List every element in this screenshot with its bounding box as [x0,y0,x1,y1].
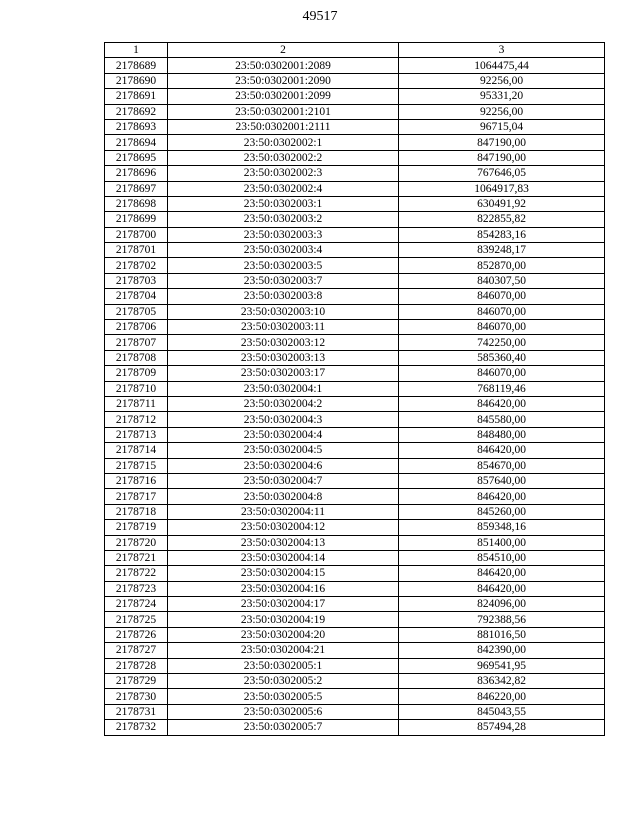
cadastral-number-cell: 23:50:0302004:21 [168,643,399,658]
cadastral-number-cell: 23:50:0302004:4 [168,427,399,442]
table-row [105,535,605,550]
row-number-cell: 2178696 [105,166,168,181]
table-row [105,304,605,319]
table-row [105,674,605,689]
column-header-1: 1 [105,43,168,58]
table-row [105,381,605,396]
cadastral-number-cell: 23:50:0302004:12 [168,520,399,535]
table-row [105,566,605,581]
cadastral-number-cell: 23:50:0302005:5 [168,689,399,704]
value-cell: 822855,82 [399,212,605,227]
table-row [105,627,605,642]
cadastral-number-cell: 23:50:0302001:2090 [168,73,399,88]
row-number-cell: 2178691 [105,89,168,104]
value-cell: 854510,00 [399,550,605,565]
table-row [105,427,605,442]
table-row [105,104,605,119]
row-number-cell: 2178715 [105,458,168,473]
cadastral-number-cell: 23:50:0302003:17 [168,366,399,381]
value-cell: 585360,40 [399,350,605,365]
table-row [105,581,605,596]
row-number-cell: 2178720 [105,535,168,550]
row-number-cell: 2178724 [105,597,168,612]
table-row [105,473,605,488]
row-number-cell: 2178711 [105,396,168,411]
table-row [105,150,605,165]
value-cell: 846420,00 [399,581,605,596]
table-row [105,227,605,242]
cadastral-number-cell: 23:50:0302004:6 [168,458,399,473]
value-cell: 847190,00 [399,135,605,150]
table-row [105,520,605,535]
cadastral-number-cell: 23:50:0302003:8 [168,289,399,304]
cadastral-number-cell: 23:50:0302003:5 [168,258,399,273]
table-row [105,58,605,73]
table-row [105,412,605,427]
row-number-cell: 2178718 [105,504,168,519]
cadastral-number-cell: 23:50:0302004:16 [168,581,399,596]
cadastral-number-cell: 23:50:0302002:3 [168,166,399,181]
row-number-cell: 2178693 [105,119,168,134]
table-row [105,720,605,735]
table-header [105,43,605,58]
cadastral-number-cell: 23:50:0302004:13 [168,535,399,550]
value-cell: 848480,00 [399,427,605,442]
cadastral-number-cell: 23:50:0302003:7 [168,273,399,288]
table-row [105,612,605,627]
row-number-cell: 2178716 [105,473,168,488]
value-cell: 845260,00 [399,504,605,519]
row-number-cell: 2178702 [105,258,168,273]
value-cell: 846420,00 [399,443,605,458]
cadastral-number-cell: 23:50:0302003:13 [168,350,399,365]
table-row [105,289,605,304]
table-row [105,243,605,258]
cadastral-number-cell: 23:50:0302002:4 [168,181,399,196]
row-number-cell: 2178727 [105,643,168,658]
cadastral-number-cell: 23:50:0302004:15 [168,566,399,581]
cadastral-number-cell: 23:50:0302005:6 [168,704,399,719]
table-body [105,58,605,735]
row-number-cell: 2178703 [105,273,168,288]
cadastral-number-cell: 23:50:0302004:8 [168,489,399,504]
cadastral-number-cell: 23:50:0302003:3 [168,227,399,242]
row-number-cell: 2178719 [105,520,168,535]
table-row [105,689,605,704]
table-row [105,196,605,211]
row-number-cell: 2178717 [105,489,168,504]
table-row [105,166,605,181]
table-row [105,350,605,365]
table-row [105,89,605,104]
cadastral-number-cell: 23:50:0302004:5 [168,443,399,458]
row-number-cell: 2178698 [105,196,168,211]
cadastral-number-cell: 23:50:0302003:11 [168,320,399,335]
value-cell: 792388,56 [399,612,605,627]
row-number-cell: 2178689 [105,58,168,73]
row-number-cell: 2178690 [105,73,168,88]
row-number-cell: 2178695 [105,150,168,165]
value-cell: 824096,00 [399,597,605,612]
row-number-cell: 2178722 [105,566,168,581]
table-row [105,458,605,473]
cadastral-number-cell: 23:50:0302003:4 [168,243,399,258]
value-cell: 767646,05 [399,166,605,181]
value-cell: 846070,00 [399,366,605,381]
row-number-cell: 2178707 [105,335,168,350]
cadastral-number-cell: 23:50:0302004:7 [168,473,399,488]
table-row [105,212,605,227]
value-cell: 881016,50 [399,627,605,642]
cadastral-number-cell: 23:50:0302005:1 [168,658,399,673]
value-cell: 857640,00 [399,473,605,488]
row-number-cell: 2178728 [105,658,168,673]
value-cell: 1064475,44 [399,58,605,73]
value-cell: 92256,00 [399,73,605,88]
cadastral-number-cell: 23:50:0302001:2101 [168,104,399,119]
value-cell: 836342,82 [399,674,605,689]
row-number-cell: 2178725 [105,612,168,627]
value-cell: 859348,16 [399,520,605,535]
cadastral-number-cell: 23:50:0302003:10 [168,304,399,319]
table-row [105,135,605,150]
cadastral-number-cell: 23:50:0302004:17 [168,597,399,612]
table-row [105,181,605,196]
value-cell: 768119,46 [399,381,605,396]
value-cell: 969541,95 [399,658,605,673]
value-cell: 95331,20 [399,89,605,104]
column-header-2: 2 [168,43,399,58]
cadastral-number-cell: 23:50:0302001:2099 [168,89,399,104]
table-row [105,658,605,673]
value-cell: 840307,50 [399,273,605,288]
cadastral-number-cell: 23:50:0302004:2 [168,396,399,411]
data-table [104,42,605,736]
value-cell: 846070,00 [399,320,605,335]
value-cell: 839248,17 [399,243,605,258]
table-row [105,597,605,612]
row-number-cell: 2178705 [105,304,168,319]
header-row [105,43,605,58]
row-number-cell: 2178712 [105,412,168,427]
row-number-cell: 2178694 [105,135,168,150]
table-row [105,704,605,719]
table-row [105,396,605,411]
value-cell: 854670,00 [399,458,605,473]
value-cell: 742250,00 [399,335,605,350]
table-row [105,73,605,88]
column-header-3: 3 [399,43,605,58]
row-number-cell: 2178706 [105,320,168,335]
value-cell: 92256,00 [399,104,605,119]
row-number-cell: 2178714 [105,443,168,458]
row-number-cell: 2178697 [105,181,168,196]
table-row [105,320,605,335]
row-number-cell: 2178699 [105,212,168,227]
value-cell: 96715,04 [399,119,605,134]
cadastral-number-cell: 23:50:0302004:3 [168,412,399,427]
value-cell: 1064917,83 [399,181,605,196]
cadastral-number-cell: 23:50:0302004:11 [168,504,399,519]
table-row [105,366,605,381]
value-cell: 842390,00 [399,643,605,658]
cadastral-number-cell: 23:50:0302002:1 [168,135,399,150]
value-cell: 852870,00 [399,258,605,273]
table-row [105,643,605,658]
row-number-cell: 2178731 [105,704,168,719]
table-row [105,258,605,273]
cadastral-number-cell: 23:50:0302003:1 [168,196,399,211]
value-cell: 846220,00 [399,689,605,704]
row-number-cell: 2178700 [105,227,168,242]
row-number-cell: 2178708 [105,350,168,365]
value-cell: 857494,28 [399,720,605,735]
row-number-cell: 2178713 [105,427,168,442]
cadastral-number-cell: 23:50:0302002:2 [168,150,399,165]
row-number-cell: 2178729 [105,674,168,689]
row-number-cell: 2178721 [105,550,168,565]
cadastral-number-cell: 23:50:0302004:14 [168,550,399,565]
cadastral-number-cell: 23:50:0302004:19 [168,612,399,627]
cadastral-number-cell: 23:50:0302001:2111 [168,119,399,134]
value-cell: 630491,92 [399,196,605,211]
value-cell: 854283,16 [399,227,605,242]
page-number: 49517 [302,9,338,24]
row-number-cell: 2178692 [105,104,168,119]
value-cell: 846070,00 [399,289,605,304]
row-number-cell: 2178730 [105,689,168,704]
cadastral-number-cell: 23:50:0302004:20 [168,627,399,642]
table-row [105,489,605,504]
row-number-cell: 2178726 [105,627,168,642]
table-row [105,119,605,134]
cadastral-number-cell: 23:50:0302003:2 [168,212,399,227]
cadastral-number-cell: 23:50:0302005:7 [168,720,399,735]
table-row [105,273,605,288]
value-cell: 846070,00 [399,304,605,319]
table-row [105,504,605,519]
cadastral-number-cell: 23:50:0302005:2 [168,674,399,689]
table-row [105,550,605,565]
row-number-cell: 2178709 [105,366,168,381]
row-number-cell: 2178704 [105,289,168,304]
value-cell: 846420,00 [399,396,605,411]
row-number-cell: 2178732 [105,720,168,735]
cadastral-number-cell: 23:50:0302004:1 [168,381,399,396]
value-cell: 847190,00 [399,150,605,165]
cadastral-number-cell: 23:50:0302003:12 [168,335,399,350]
value-cell: 846420,00 [399,566,605,581]
cadastral-number-cell: 23:50:0302001:2089 [168,58,399,73]
value-cell: 845043,55 [399,704,605,719]
table-row [105,335,605,350]
value-cell: 851400,00 [399,535,605,550]
row-number-cell: 2178723 [105,581,168,596]
value-cell: 846420,00 [399,489,605,504]
row-number-cell: 2178710 [105,381,168,396]
table-row [105,443,605,458]
row-number-cell: 2178701 [105,243,168,258]
value-cell: 845580,00 [399,412,605,427]
